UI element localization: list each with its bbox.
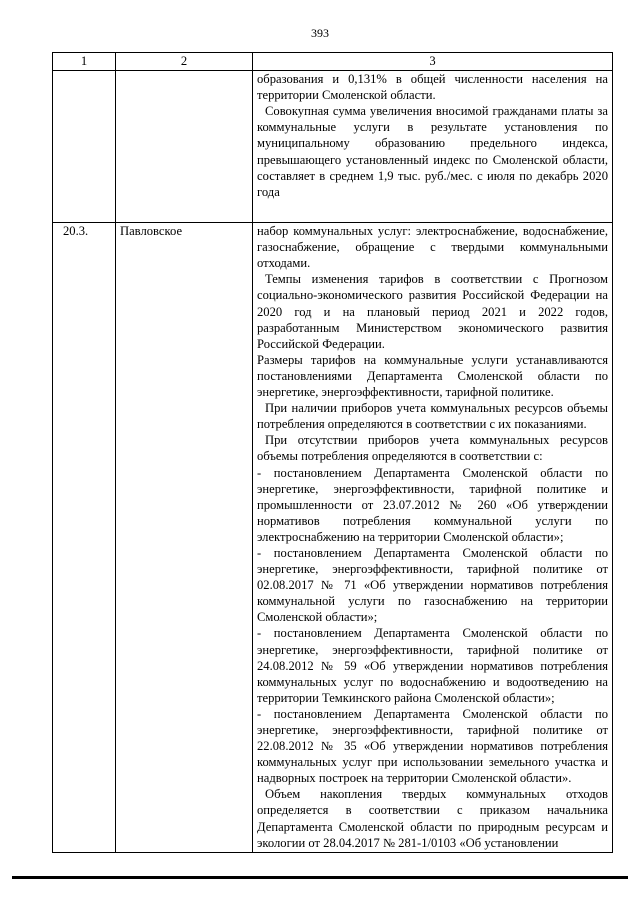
tariff-table: [52, 52, 613, 853]
page-bottom-rule: [12, 876, 628, 879]
table-row: [53, 223, 613, 853]
paragraph: образования и 0,131% в общей численности населения на территории Смоленской области.: [257, 72, 608, 103]
settlement-cell: Павловское: [116, 223, 253, 853]
paragraph: При отсутствии приборов учета коммунальных ресурсов объемы потребления определяются в соответствии с:: [257, 433, 608, 464]
header-col-1: 1: [53, 53, 116, 71]
list-item: - постановлением Департамента Смоленской области по энергетике, энергоэффективности, тарифной политике от 02.08.2017 № 71 «Об утверждении нормативов потребления коммунальной услуги по газоснабжению на территории Смоленской области»;: [257, 545, 608, 625]
settlement-cell: [116, 71, 253, 223]
list-item: - постановлением Департамента Смоленской области по энергетике, энергоэффективности, тарифной политике от 24.08.2012 № 59 «Об утверждении нормативов потребления коммунальных услуг по водоснабжению и водоотведению на территории Темкинского района Смоленской области»;: [257, 626, 608, 705]
paragraph: Размеры тарифов на коммунальные услуги устанавливаются постановлениями Департамента Смоленской области по энергетике, энергоэффективности, тарифной политике.: [257, 352, 608, 400]
description-cell: [253, 71, 613, 223]
row-number-cell: [53, 71, 116, 223]
page-number: 393: [311, 26, 329, 40]
header-col-3: 3: [253, 53, 613, 71]
paragraph: При наличии приборов учета коммунальных ресурсов объемы потребления определяются в соответствии с их показаниями.: [257, 401, 608, 432]
list-item: - постановлением Департамента Смоленской области по энергетике, энергоэффективности, тарифной политике и промышленности от 23.07.2012 № 260 «Об утверждении нормативов потребления коммунальной услуги по электроснабжению на территории Смоленской области»;: [257, 465, 608, 544]
description-cell: [253, 223, 613, 853]
paragraph: набор коммунальных услуг: электроснабжение, водоснабжение, газоснабжение, обращение с твердыми коммунальными отходами.: [257, 224, 608, 271]
header-col-2: 2: [116, 53, 253, 71]
paragraph: Совокупная сумма увеличения вносимой гражданами платы за коммунальные услуги в результате установления по муниципальному образованию предельного индекса, превышающего установленный индекс по Смоленской области, составляет в среднем 1,9 тыс. руб./мес. с июля по декабрь 2020 года: [257, 104, 608, 199]
row-number-cell: 20.3.: [53, 223, 116, 853]
table-row-continued: [53, 71, 613, 223]
table-header-row: [53, 53, 613, 71]
paragraph: Объем накопления твердых коммунальных отходов определяется в соответствии с приказом начальника Департамента Смоленской области по природным ресурсам и экологии от 28.04.2017 № 281-1/0103 «Об установлении: [257, 787, 608, 850]
paragraph: Темпы изменения тарифов в соответствии с Прогнозом социально-экономического развития Российской Федерации на 2020 год и на плановый период 2021 и 2022 годов, разработанным Министерством экономического развития Российской Федерации.: [257, 272, 608, 351]
list-item: - постановлением Департамента Смоленской области по энергетике, энергоэффективности, тарифной политике от 22.08.2012 № 35 «Об утверждении нормативов потребления коммунальных услуг при использовании земельного участка и надворных построек на территории Смоленской области».: [257, 706, 608, 786]
